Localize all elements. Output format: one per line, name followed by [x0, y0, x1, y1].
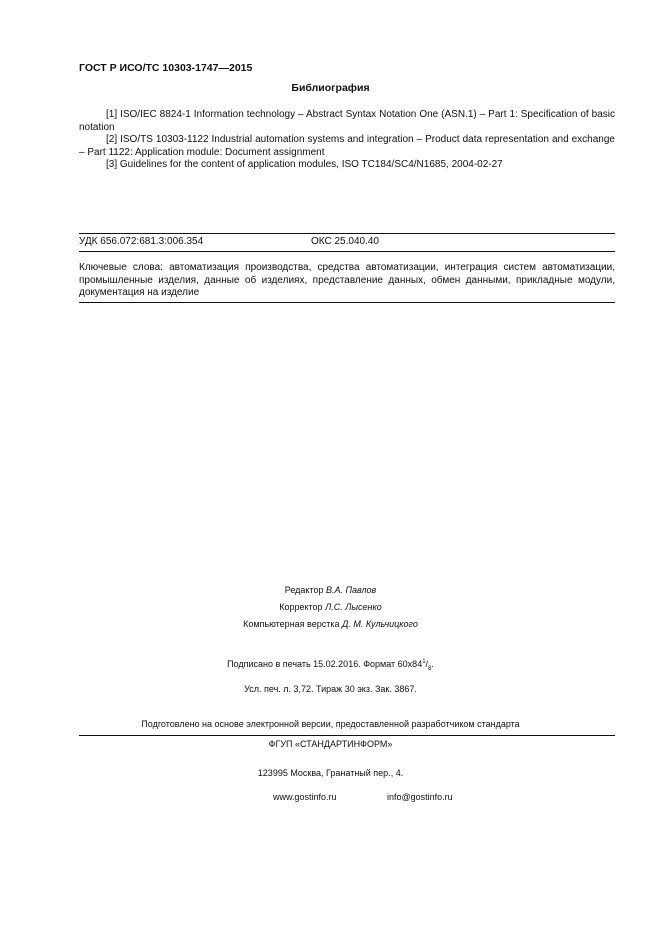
prepared-note: Подготовлено на основе электронной версии, предоставленной разработчиком стандарта [141, 719, 520, 729]
layout-label: Компьютерная верстка [243, 619, 340, 629]
publisher-name: ФГУП «СТАНДАРТИНФОРМ» [268, 739, 393, 749]
format-numerator: 1 [422, 659, 426, 665]
divider-keywords [79, 302, 615, 303]
divider-middle [79, 251, 615, 252]
editor-line [0, 585, 661, 595]
oks-code: ОКС 25.040.40 [311, 236, 379, 247]
corrector-name: Л.С. Лысенко [325, 602, 382, 612]
print-info-line: Усл. печ. л. 3,72. Тираж 30 экз. Зак. 3867. [244, 684, 417, 694]
divider-publisher [79, 735, 615, 736]
email-link[interactable]: info@gostinfo.ru [387, 792, 453, 802]
bibliography-item: [3] Guidelines for the content of application modules, ISO TC184/SC4/N1685, 2004-02-27 [106, 159, 503, 170]
format-denominator: 8 [428, 665, 432, 672]
udk-code: УДК 656.072:681.3:006.354 [79, 236, 204, 247]
signed-line: Подписано в печать 15.02.2016. Формат $60x84^1/_8$. [227, 659, 434, 672]
bibliography-item: [1] ISO/IEC 8824-1 Information technology – Abstract Syntax Notation One (ASN.1) – Part 1: Specification of basic notation [79, 109, 615, 133]
corrector-label: Корректор [279, 602, 323, 612]
bibliography-list [79, 109, 615, 172]
standard-code-header: ГОСТ Р ИСО/ТС 10303-1747—2015 [79, 62, 253, 74]
divider-top [79, 233, 615, 234]
corrector-line [0, 602, 661, 612]
publisher-address: 123995 Москва, Гранатный пер., 4. [257, 768, 404, 778]
bibliography-title: Библиография [291, 82, 370, 94]
layout-line [0, 619, 661, 629]
editor-name: В.А. Павлов [326, 585, 377, 595]
layout-name: Д. М. Кульчицкого [342, 619, 418, 629]
bibliography-item: [2] ISO/TS 10303-1122 Industrial automation systems and integration – Product data representation and exchange – Part 1122: Application module: Document assignment [79, 134, 615, 158]
signed-text: Подписано в печать 15.02.2016. Формат 60x84 [227, 659, 423, 669]
editor-label: Редактор [284, 585, 324, 595]
website-link[interactable]: www.gostinfo.ru [273, 792, 337, 802]
keywords-text: Ключевые слова: автоматизация производства, средства автоматизации, интеграция систем автоматизации, промышленные изделия, данные об изделиях, представление данных, обмен данными, прикладные модули, документация на изделие [79, 262, 615, 298]
